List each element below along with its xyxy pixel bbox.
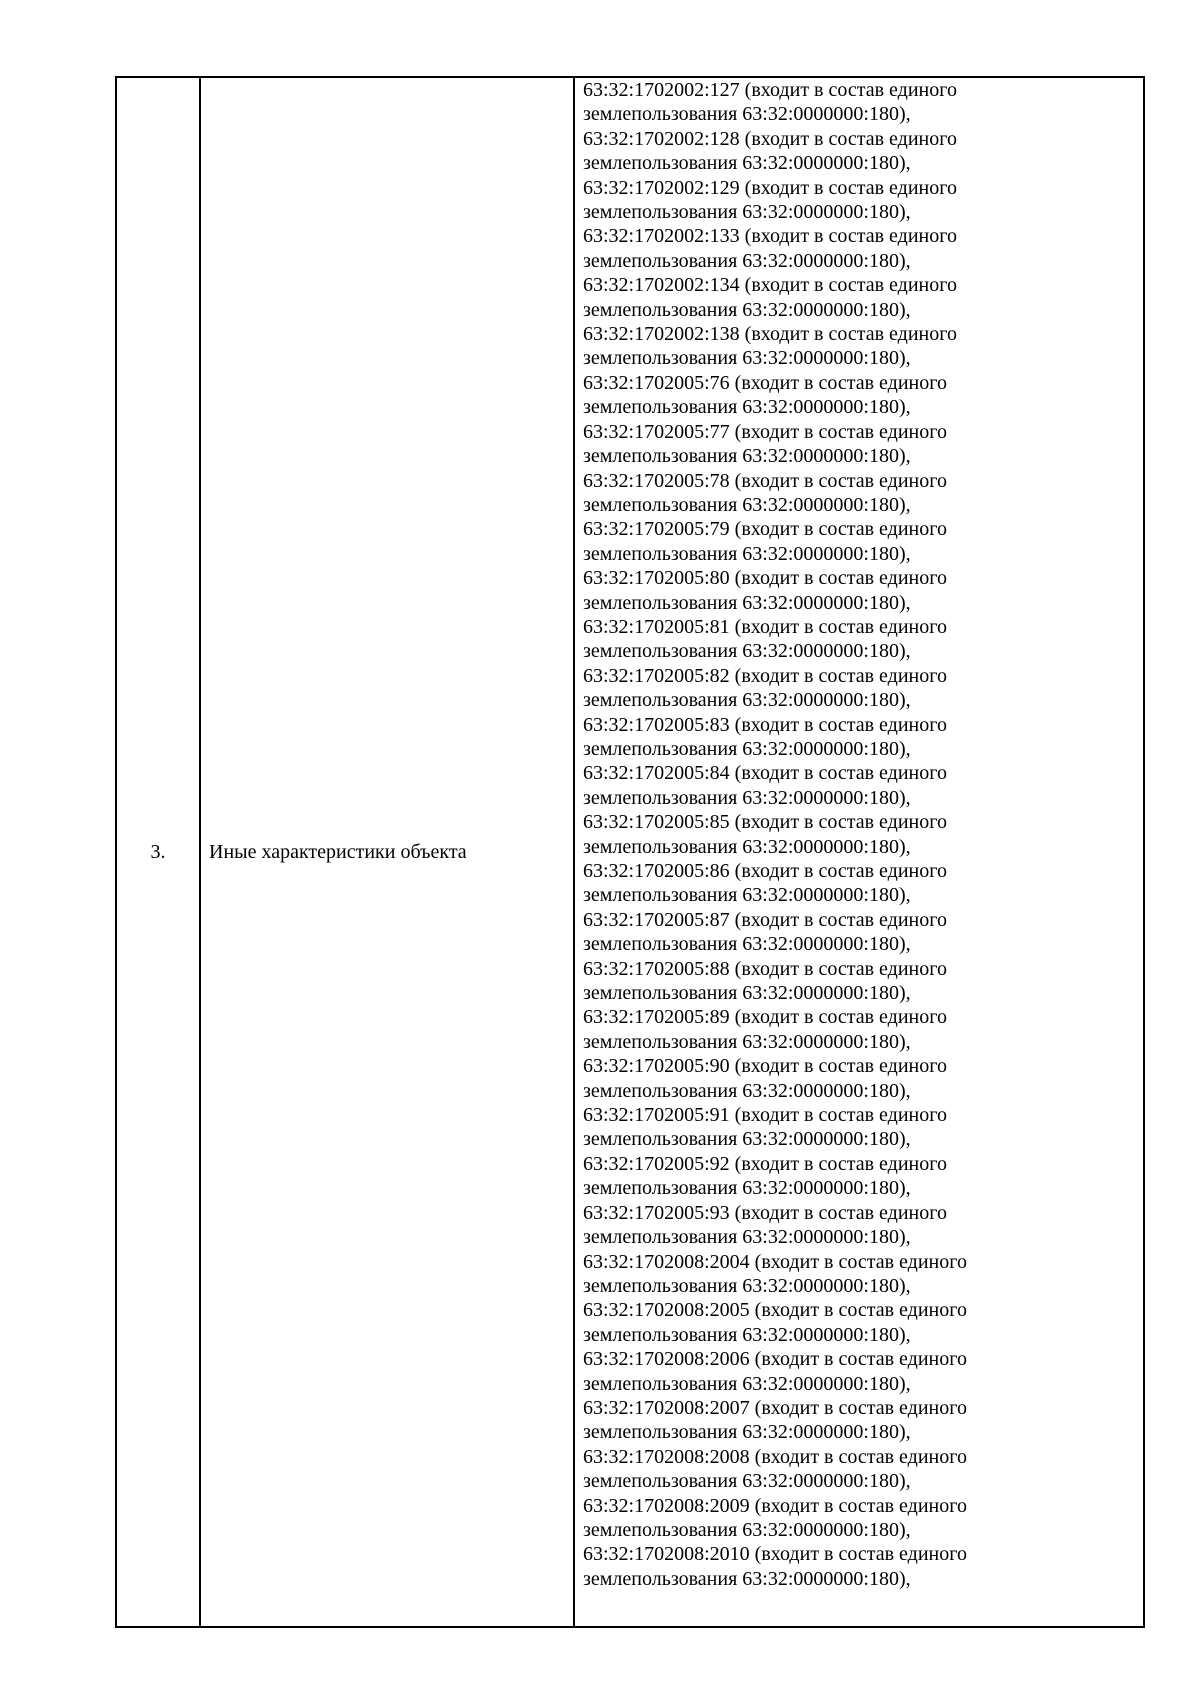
cadastral-number-line: 63:32:1702005:80 (входит в состав единого [583,567,947,590]
land-use-line: землепользования 63:32:0000000:180), [583,884,911,907]
cadastral-number-line: 63:32:1702002:127 (входит в состав единого [583,79,957,101]
cadastral-number-line: 63:32:1702002:133 (входит в состав единого [583,225,957,248]
land-use-line: землепользования 63:32:0000000:180), [583,445,911,468]
list-item [583,273,1137,322]
land-use-line: землепользования 63:32:0000000:180), [583,298,911,321]
land-use-line: землепользования 63:32:0000000:180), [583,201,911,224]
cadastral-number-line: 63:32:1702005:81 (входит в состав единого [583,615,947,638]
land-use-line: землепользования 63:32:0000000:180), [583,982,911,1005]
cadastral-number-line: 63:32:1702005:84 (входит в состав единого [583,762,947,785]
cadastral-number-line: 63:32:1702002:134 (входит в состав единого [583,274,957,297]
land-use-line: землепользования 63:32:0000000:180), [583,1567,911,1590]
cadastral-number-line: 63:32:1702005:77 (входит в состав единого [583,420,947,443]
cadastral-number-line: 63:32:1702002:129 (входит в состав единого [583,176,957,199]
list-item [583,1347,1137,1396]
list-item [583,859,1137,908]
land-use-line: землепользования 63:32:0000000:180), [583,152,911,175]
row-number: 3. [116,77,200,1627]
land-use-line: землепользования 63:32:0000000:180), [583,542,911,565]
cadastral-number-line: 63:32:1702005:91 (входит в состав единого [583,1104,947,1127]
land-use-line: землепользования 63:32:0000000:180), [583,689,911,712]
land-use-line: землепользования 63:32:0000000:180), [583,737,911,760]
cadastral-number-line: 63:32:1702005:90 (входит в состав единого [583,1055,947,1078]
cadastral-number-line: 63:32:1702008:2004 (входит в состав единого [583,1250,967,1273]
list-item [583,1542,1137,1591]
list-item [583,1054,1137,1103]
cadastral-number-line: 63:32:1702005:86 (входит в состав единого [583,860,947,882]
list-item [583,176,1137,225]
list-item [583,713,1137,762]
list-item [583,127,1137,176]
list-item [583,957,1137,1006]
land-use-line: землепользования 63:32:0000000:180), [583,1177,911,1200]
characteristics-table [115,76,1145,1628]
cadastral-number-line: 63:32:1702005:89 (входит в состав единого [583,1006,947,1029]
list-item [583,1396,1137,1445]
cadastral-number-line: 63:32:1702005:79 (входит в состав единого [583,518,947,541]
cadastral-number-line: 63:32:1702005:78 (входит в состав единого [583,469,947,492]
cadastral-number-line: 63:32:1702005:88 (входит в состав единого [583,957,947,980]
cadastral-number-line: 63:32:1702002:138 (входит в состав единого [583,323,957,346]
cadastral-number-line: 63:32:1702005:85 (входит в состав единого [583,811,947,834]
list-item [583,810,1137,859]
cadastral-number-line: 63:32:1702008:2006 (входит в состав единого [583,1348,967,1371]
list-item [583,908,1137,957]
land-use-line: землепользования 63:32:0000000:180), [583,396,911,419]
land-use-line: землепользования 63:32:0000000:180), [583,933,911,956]
list-item [583,322,1137,371]
land-use-line: землепользования 63:32:0000000:180), [583,786,911,809]
list-item [583,615,1137,664]
cadastral-number-line: 63:32:1702008:2008 (входит в состав единого [583,1445,967,1468]
list-item [583,1494,1137,1543]
cadastral-number-line: 63:32:1702008:2007 (входит в состав единого [583,1396,967,1419]
cadastral-number-line: 63:32:1702005:76 (входит в состав единого [583,371,947,394]
list-item [583,224,1137,273]
land-use-line: землепользования 63:32:0000000:180), [583,347,911,370]
list-item [583,1250,1137,1299]
list-item [583,761,1137,810]
list-item [583,1298,1137,1347]
land-use-line: землепользования 63:32:0000000:180), [583,1421,911,1444]
land-use-line: землепользования 63:32:0000000:180), [583,591,911,614]
list-item [583,1201,1137,1250]
cadastral-number-line: 63:32:1702008:2010 (входит в состав единого [583,1543,967,1566]
land-use-line: землепользования 63:32:0000000:180), [583,1372,911,1395]
cadastral-number-line: 63:32:1702005:93 (входит в состав единого [583,1201,947,1224]
land-use-line: землепользования 63:32:0000000:180), [583,1079,911,1102]
table-row [116,77,1144,1627]
list-item [583,1103,1137,1152]
land-use-line: землепользования 63:32:0000000:180), [583,835,911,858]
cadastral-number-line: 63:32:1702008:2009 (входит в состав единого [583,1494,967,1517]
list-item [583,78,1137,127]
cadastral-entries-cell [574,77,1144,1627]
cadastral-number-line: 63:32:1702005:92 (входит в состав единого [583,1152,947,1175]
list-item [583,1152,1137,1201]
land-use-line: землепользования 63:32:0000000:180), [583,103,911,126]
list-item [583,469,1137,518]
land-use-line: землепользования 63:32:0000000:180), [583,1518,911,1541]
land-use-line: землепользования 63:32:0000000:180), [583,1226,911,1249]
list-item [583,517,1137,566]
land-use-line: землепользования 63:32:0000000:180), [583,640,911,663]
cadastral-number-line: 63:32:1702002:128 (входит в состав единого [583,127,957,150]
land-use-line: землепользования 63:32:0000000:180), [583,1030,911,1053]
list-item [583,420,1137,469]
land-use-line: землепользования 63:32:0000000:180), [583,1274,911,1297]
row-label: Иные характеристики объекта [200,77,574,1627]
cadastral-number-line: 63:32:1702008:2005 (входит в состав единого [583,1299,967,1322]
land-use-line: землепользования 63:32:0000000:180), [583,1128,911,1151]
land-use-line: землепользования 63:32:0000000:180), [583,249,911,272]
cadastral-number-line: 63:32:1702005:82 (входит в состав единого [583,664,947,687]
cadastral-number-line: 63:32:1702005:87 (входит в состав единого [583,908,947,931]
cadastral-number-line: 63:32:1702005:83 (входит в состав единого [583,713,947,736]
list-item [583,566,1137,615]
list-item [583,1005,1137,1054]
list-item [583,371,1137,420]
land-use-line: землепользования 63:32:0000000:180), [583,493,911,516]
list-item [583,664,1137,713]
list-item [583,1445,1137,1494]
land-use-line: землепользования 63:32:0000000:180), [583,1470,911,1493]
land-use-line: землепользования 63:32:0000000:180), [583,1323,911,1346]
cadastral-entries-list [583,78,1137,1591]
